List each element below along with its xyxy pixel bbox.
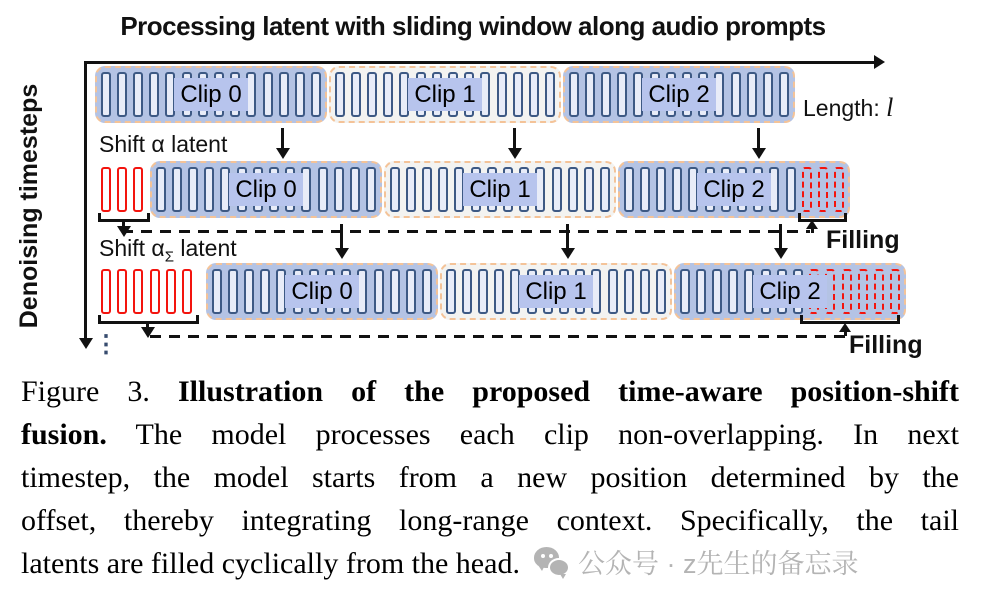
head-hook-arrow-icon-1 <box>117 226 131 237</box>
timestep-ellipsis: ⋮ <box>94 331 118 358</box>
flow-arrow-stem <box>513 128 516 149</box>
latent-bar <box>260 269 270 314</box>
latent-bar <box>390 167 400 212</box>
wechat-eye <box>541 554 545 558</box>
latent-bar <box>494 269 504 314</box>
caption-bold-text: Illustration of the proposed time-aware position-shift <box>178 375 959 408</box>
latent-bar <box>156 167 166 212</box>
figure-caption <box>21 370 959 586</box>
red-head-bar <box>101 269 111 314</box>
up-arrow-stem-1 <box>811 228 814 233</box>
red-tail-bar <box>874 269 884 314</box>
latent-bar <box>747 72 757 117</box>
length-symbol: l <box>886 93 894 122</box>
latent-bar <box>568 167 578 212</box>
wechat-eye <box>549 554 553 558</box>
red-head-bar <box>133 269 143 314</box>
latent-bar <box>311 72 321 117</box>
red-head-bar <box>101 167 111 212</box>
caption-line <box>21 456 959 499</box>
red-head-bar <box>117 269 127 314</box>
latent-bar <box>608 269 618 314</box>
latent-bar <box>172 167 182 212</box>
latent-bar <box>624 167 634 212</box>
latent-bar <box>279 72 289 117</box>
filling-label-1: Filling <box>826 226 900 254</box>
latent-bar <box>779 72 789 117</box>
shift-alpha-sigma-label <box>99 235 237 266</box>
shift-alpha-sigma-post: latent <box>174 235 237 261</box>
latent-bar <box>422 167 432 212</box>
latent-bar <box>335 72 345 117</box>
flow-arrow-down-icon <box>561 248 575 259</box>
clip-label: Clip 0 <box>174 78 248 111</box>
latent-bar <box>552 167 562 212</box>
latent-bar <box>462 269 472 314</box>
flow-arrow-stem <box>566 224 569 249</box>
latent-bar <box>367 72 377 117</box>
shift-alpha-sigma-sub: Σ <box>164 248 174 266</box>
latent-bar <box>263 72 273 117</box>
clip-label: Clip 0 <box>229 173 303 206</box>
flow-arrow-down-icon <box>774 248 788 259</box>
shift-alpha-sigma-pre: Shift α <box>99 235 165 261</box>
denoising-timesteps-axis-label: Denoising timesteps <box>15 83 43 329</box>
red-tail-bar <box>834 167 844 212</box>
clip-label: Clip 1 <box>408 78 482 111</box>
clip-label: Clip 1 <box>519 275 593 308</box>
length-label <box>803 93 893 123</box>
latent-bar <box>712 269 722 314</box>
latent-bar <box>696 269 706 314</box>
shift-alpha-label: Shift α latent <box>99 131 228 157</box>
red-head-bar <box>150 269 160 314</box>
latent-bar <box>763 72 773 117</box>
flow-arrow-down-icon <box>276 148 290 159</box>
filling-label-2: Filling <box>849 331 923 359</box>
latent-bar <box>133 72 143 117</box>
latent-bar <box>786 167 796 212</box>
red-tail-bar <box>842 269 852 314</box>
latent-bar <box>383 72 393 117</box>
clip-label: Clip 2 <box>642 78 716 111</box>
latent-bar <box>149 72 159 117</box>
latent-bar <box>406 167 416 212</box>
latent-bar <box>334 167 344 212</box>
flow-arrow-stem <box>281 128 284 149</box>
up-arrow-stem-2 <box>844 331 847 336</box>
clip-label: Clip 0 <box>285 275 359 308</box>
latent-bar <box>422 269 432 314</box>
caption-line <box>21 370 959 413</box>
head-hook-arrow-icon-2 <box>141 327 155 338</box>
latent-bar <box>600 167 610 212</box>
flow-arrow-down-icon <box>752 148 766 159</box>
latent-bar <box>728 269 738 314</box>
latent-bar <box>318 167 328 212</box>
red-head-bar <box>133 167 143 212</box>
latent-bar <box>731 72 741 117</box>
latent-bar <box>497 72 507 117</box>
flow-arrow-down-icon <box>335 248 349 259</box>
latent-bar <box>656 269 666 314</box>
latent-bar <box>513 72 523 117</box>
latent-bar <box>244 269 254 314</box>
latent-bar <box>188 167 198 212</box>
latent-bar <box>569 72 579 117</box>
y-axis-arrowhead-icon <box>79 338 93 349</box>
red-tail-bar <box>858 269 868 314</box>
caption-text: offset, thereby integrating long-range context. Specifically, the tail <box>21 504 959 537</box>
clip-label: Clip 1 <box>463 173 537 206</box>
caption-line <box>21 499 959 542</box>
flow-arrow-stem <box>779 224 782 249</box>
latent-bar <box>545 72 555 117</box>
latent-bar <box>350 167 360 212</box>
dashed-timeline-1 <box>122 230 810 233</box>
length-label-text: Length: <box>803 95 880 121</box>
latent-bar <box>374 269 384 314</box>
wechat-bubble-front <box>548 558 570 577</box>
caption-text: The model processes each clip non-overlapping. In next <box>106 418 959 451</box>
latent-bar <box>478 269 488 314</box>
latent-bar <box>617 72 627 117</box>
x-axis-arrowhead-icon <box>874 55 885 69</box>
y-axis-line <box>84 62 87 340</box>
latent-bar <box>228 269 238 314</box>
latent-bar <box>601 72 611 117</box>
latent-bar <box>204 167 214 212</box>
figure-diagram-title: Processing latent with sliding window along audio prompts <box>120 11 826 41</box>
watermark-text: 公众号 · z先生的备忘录 <box>577 549 859 579</box>
red-head-bar <box>182 269 192 314</box>
latent-bar <box>672 167 682 212</box>
latent-bar <box>624 269 634 314</box>
clip-label: Clip 2 <box>753 275 827 308</box>
red-head-bar <box>166 269 176 314</box>
caption-text: latents are filled cyclically from the head. <box>21 547 520 580</box>
x-axis-line <box>84 61 876 64</box>
flow-arrow-stem <box>340 224 343 249</box>
latent-bar <box>390 269 400 314</box>
caption-bold-text: fusion. <box>21 418 107 451</box>
flow-arrow-down-icon <box>508 148 522 159</box>
clip-label: Clip 2 <box>697 173 771 206</box>
latent-bar <box>584 167 594 212</box>
red-tail-bar <box>890 269 900 314</box>
latent-bar <box>656 167 666 212</box>
latent-bar <box>351 72 361 117</box>
latent-bar <box>101 72 111 117</box>
red-tail-bar <box>802 167 812 212</box>
caption-text: Figure 3. <box>21 375 178 408</box>
latent-bar <box>295 72 305 117</box>
latent-bar <box>117 72 127 117</box>
caption-line <box>21 542 959 586</box>
latent-bar <box>438 167 448 212</box>
latent-bar <box>212 269 222 314</box>
dashed-timeline-2 <box>150 335 845 338</box>
latent-bar <box>446 269 456 314</box>
latent-bar <box>529 72 539 117</box>
latent-bar <box>640 269 650 314</box>
latent-bar <box>406 269 416 314</box>
red-tail-bar <box>818 167 828 212</box>
latent-bar <box>366 167 376 212</box>
red-head-bar <box>117 167 127 212</box>
caption-text: timestep, the model starts from a new position determined by the <box>21 461 959 494</box>
latent-bar <box>640 167 650 212</box>
flow-arrow-stem <box>757 128 760 149</box>
latent-bar <box>585 72 595 117</box>
wechat-icon <box>534 547 572 577</box>
latent-bar <box>680 269 690 314</box>
watermark <box>534 543 859 586</box>
caption-line <box>21 413 959 456</box>
